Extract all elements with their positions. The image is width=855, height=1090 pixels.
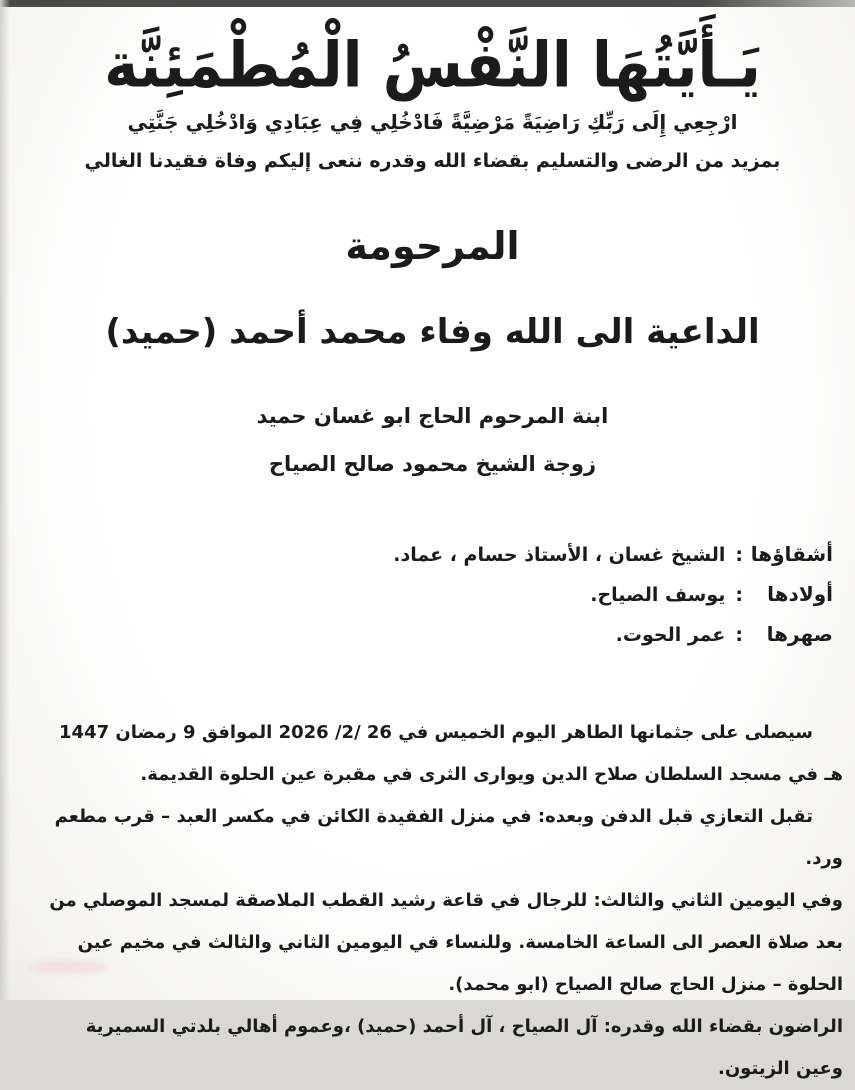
relatives-colon: : [735,583,743,606]
relatives-label: أولادها [767,581,833,606]
relatives-label: صهرها [766,621,833,646]
condolence-days-paragraph: وفي اليومين الثاني والثالث: للرجال في قاعة رشيد القطب الملاصقة لمسجد الموصلي من بعد صلاة العصر الى الساعة الخامسة. وللنساء في اليومين الثاني والثالث في مخيم عين الحلوة – منزل الحاج صالح الصياح (ابو محمد). [49,889,843,995]
photo-top-edge [0,0,855,7]
mourning-families-paragraph: الراضون بقضاء الله وقدره: آل الصياح ، آل أحمد (حميد) ،وعموم أهالي بلدتي السميرية وعين الزيتون. [85,1015,843,1079]
relatives-row-brothers [10,542,833,582]
photo-left-edge [0,0,10,1000]
relatives-names: عمر الحوت. [615,623,726,646]
relatives-list [10,542,855,662]
funeral-announcement [10,712,855,1090]
mourning-intro-line: بمزيد من الرضى والتسليم بقضاء الله وقدره ننعى إليكم وفاة فقيدنا الغالي [84,149,781,172]
deceased-title: المرحومة [345,223,520,268]
photo-artifact-smudge [28,960,108,974]
deceased-husband-line: زوجة الشيخ محمود صالح الصياح [268,451,597,476]
relatives-row-children [10,582,833,622]
deceased-name: الداعية الى الله وفاء محمد أحمد (حميد) [105,311,760,352]
relatives-names: يوسف الصياح. [590,583,726,606]
relatives-colon: : [735,543,743,566]
relatives-label: أشقاؤها [750,541,833,566]
relatives-names: الشيخ غسان ، الأستاذ حسام ، عماد. [393,543,726,566]
deceased-father-line: ابنة المرحوم الحاج ابو غسان حميد [256,403,609,428]
quran-verse-sub: ارْجِعِي إِلَى رَبِّكِ رَاضِيَةً مَرْضِيَّةً فَادْخُلِي فِي عِبَادِي وَادْخُلِي جَنَّتِي [127,109,738,134]
relatives-row-son-in-law [10,622,833,662]
obituary-page [10,7,855,1079]
quran-verse-main: يَـأَيَّتُهَا النَّفْسُ الْمُطْمَئِنَّة [104,28,761,102]
relatives-colon: : [735,623,743,646]
quran-verse-header [10,29,855,134]
condolences-location-paragraph: تقبل التعازي قبل الدفن وبعده: في منزل الفقيدة الكائن في مكسر العبد – قرب مطعم ورد. [54,805,843,869]
funeral-prayer-paragraph: سيصلى على جثمانها الطاهر اليوم الخميس في 26 /2/ 2026 الموافق 9 رمضان 1447 هـ في مسجد السلطان صلاح الدين ويوارى الثرى في مقبرة عين الحلوة القديمة. [59,721,843,785]
